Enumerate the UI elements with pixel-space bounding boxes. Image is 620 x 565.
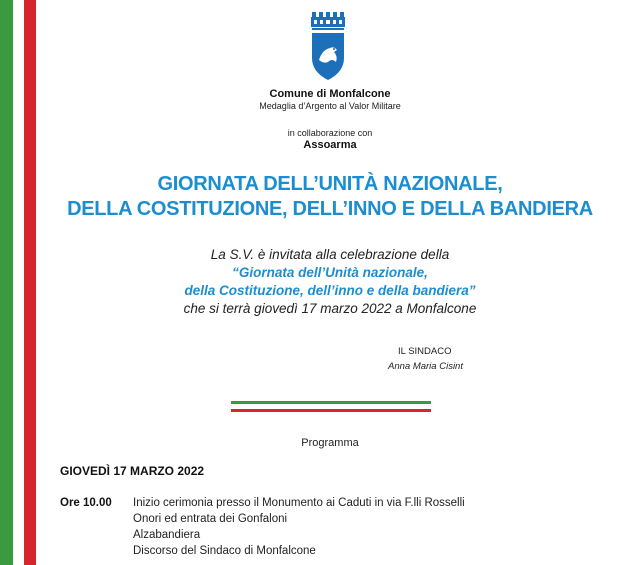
medaglia-subtitle: Medaglia d’Argento al Valor Militare xyxy=(259,101,401,111)
invitation-line-4: che si terrà giovedì 17 marzo 2022 a Monfalcone xyxy=(183,301,477,316)
invitation-line-1: La S.V. è invitata alla celebrazione della xyxy=(210,247,450,262)
program-item: Discorso del Sindaco di Monfalcone xyxy=(133,545,316,557)
signature-role: IL SINDACO xyxy=(398,346,452,357)
divider-red xyxy=(231,409,431,412)
event-title-line-2: DELLA COSTITUZIONE, DELL’INNO E DELLA BANDIERA xyxy=(67,198,593,220)
signature-name: Anna Maria Cisint xyxy=(388,361,463,372)
partner-name: Assoarma xyxy=(303,139,357,151)
flag-stripe-green xyxy=(0,0,13,565)
invitation-line-2: “Giornata dell’Unità nazionale, xyxy=(232,265,428,280)
event-title-line-1: GIORNATA DELL’UNITÀ NAZIONALE, xyxy=(157,173,503,195)
flag-stripe-white xyxy=(13,0,24,565)
program-time: Ore 10.00 xyxy=(60,497,112,509)
coat-of-arms-icon xyxy=(308,10,348,82)
invitation-line-3: della Costituzione, dell’inno e della bandiera” xyxy=(184,283,476,298)
program-item: Alzabandiera xyxy=(133,529,201,541)
flag-stripe-red xyxy=(24,0,36,565)
program-date: GIOVEDÌ 17 MARZO 2022 xyxy=(60,464,205,478)
programma-heading: Programma xyxy=(301,437,359,449)
comune-name: Comune di Monfalcone xyxy=(269,88,391,100)
program-item: Inizio cerimonia presso il Monumento ai Caduti in via F.lli Rosselli xyxy=(133,497,465,509)
program-item: Onori ed entrata dei Gonfaloni xyxy=(133,513,288,525)
collaborazione-label: in collaborazione con xyxy=(287,128,373,138)
divider-green xyxy=(231,401,431,404)
